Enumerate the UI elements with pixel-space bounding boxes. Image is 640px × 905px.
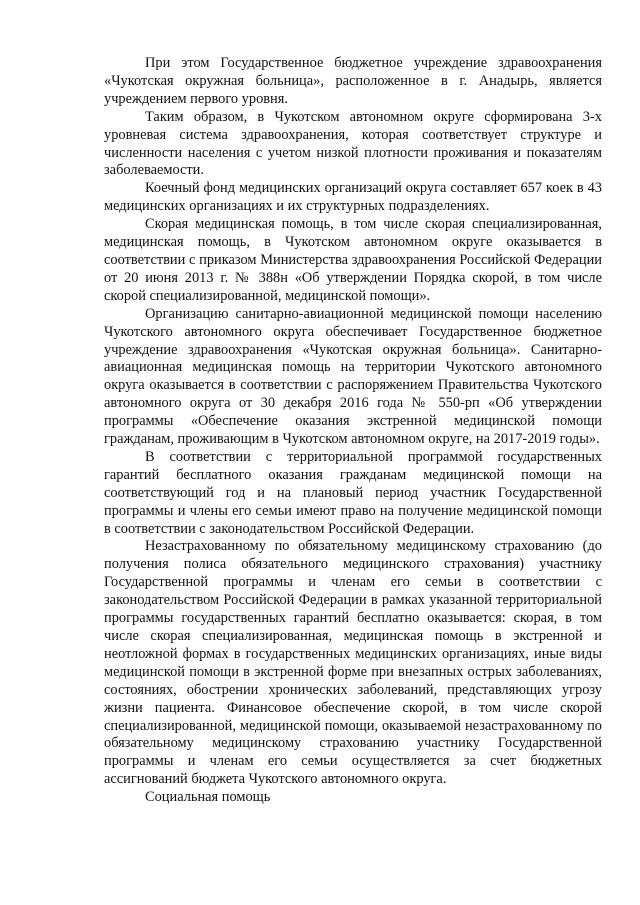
paragraph-state-guarantees: В соответствии с территориальной программой государственных гарантий бесплатного оказания гражданам медицинской помощи на соответствующий год и на плановый период участник Государственной программы и члены его семьи имеют право на получение медицинской помощи в соответствии с законодательством Российской Федерации. [104, 448, 602, 537]
paragraph-three-level-system: Таким образом, в Чукотском автономном округе сформирована 3-х уровневая система здравоохранения, которая соответствует структуре и численности населения с учетом низкой плотности проживания и показателям заболеваемости. [104, 108, 602, 179]
paragraph-air-ambulance: Организацию санитарно-авиационной медицинской помощи населению Чукотского автономного округа обеспечивает Государственное бюджетное учреждение здравоохранения «Чукотская окружная больница». Санитарно-авиационная медицинская помощь на территории Чукотского автономного округа оказывается в соответствии с распоряжением Правительства Чукотского автономного округа от 30 декабря 2016 года № 550-рп «Об утверждении программы «Обеспечение оказания экстренной медицинской помощи гражданам, проживающим в Чукотском автономном округе, на 2017-2019 годы». [104, 305, 602, 448]
paragraph-uninsured-care: Незастрахованному по обязательному медицинскому страхованию (до получения полиса обязательного медицинского страхования) участнику Государственной программы и членам его семьи в соответствии с законодательством Российской Федерации в рамках указанной территориальной программы государственных гарантий бесплатно оказывается: скорая, в том числе скорая специализированная, медицинская помощь в экстренной и неотложной формах в государственных медицинских организациях, иные виды медицинской помощи в экстренной форме при внезапных острых заболеваниях, состояниях, обострении хронических заболеваний, представляющих угрозу жизни пациента. Финансовое обеспечение скорой, в том числе скорой специализированной, медицинской помощи, оказываемой незастрахованному по обязательному медицинскому страхованию участнику Государственной программы и членам его семьи осуществляется за счет бюджетных ассигнований бюджета Чукотского автономного округа. [104, 538, 602, 788]
document-body [104, 55, 602, 807]
paragraph-first-level-hospital: При этом Государственное бюджетное учреждение здравоохранения «Чукотская окружная больница», расположенное в г. Анадырь, является учреждением первого уровня. [104, 55, 602, 107]
paragraph-emergency-care: Скорая медицинская помощь, в том числе скорая специализированная, медицинская помощь, в Чукотском автономном округе оказывается в соответствии с приказом Министерства здравоохранения Российской Федерации от 20 июня 2013 г. № 388н «Об утверждении Порядка скорой, в том числе скорой специализированной, медицинской помощи». [104, 216, 602, 304]
paragraph-bed-fund: Коечный фонд медицинских организаций округа составляет 657 коек в 43 медицинских организациях и их структурных подразделениях. [104, 180, 602, 215]
paragraph-social-assistance-heading: Социальная помощь [145, 789, 271, 806]
